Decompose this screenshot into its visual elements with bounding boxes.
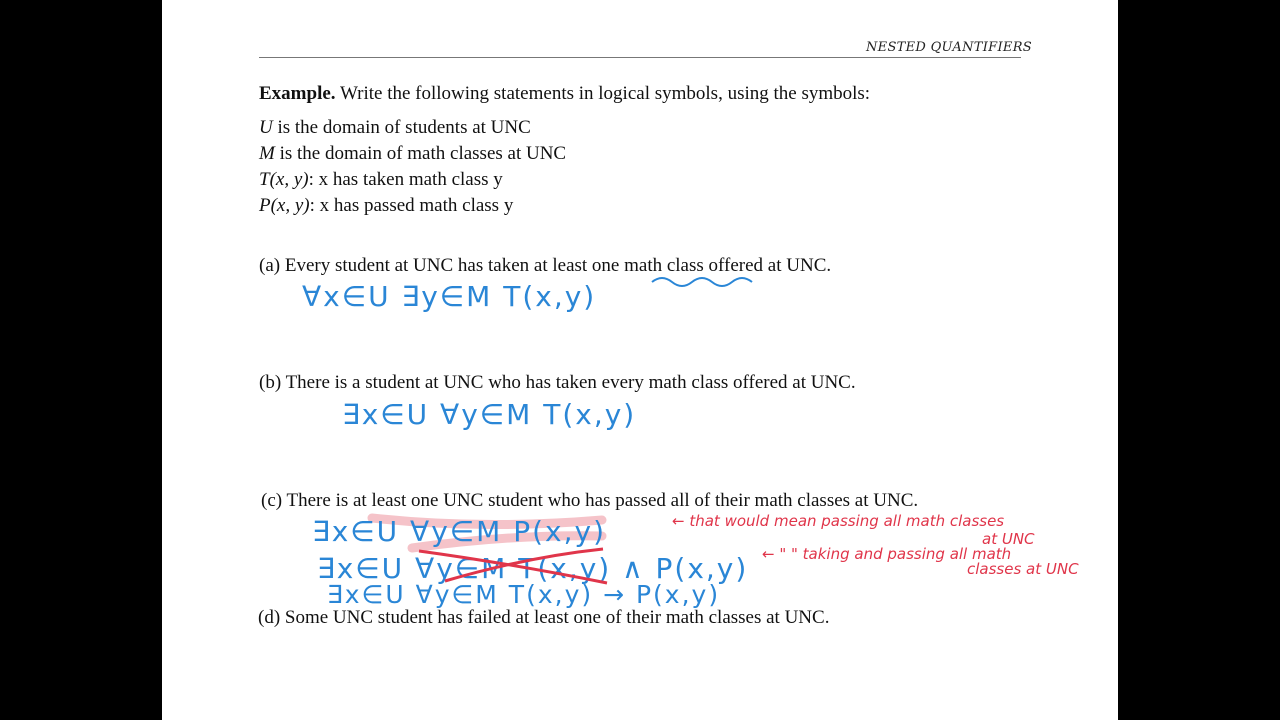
problem-text: There is a student at UNC who has taken every math class offered at UNC. (285, 372, 856, 393)
definition-predicate-p (259, 195, 513, 217)
annotation-note-1-cont: at UNC (982, 530, 1035, 548)
handwritten-answer-b: ∃x∈U ∀y∈M T(x,y) (342, 398, 637, 431)
definition-text: : x has passed math class y (309, 195, 514, 216)
handwritten-answer-c2: ∃x∈U ∀y∈M T(x,y) ∧ P(x,y) (317, 552, 749, 585)
problem-label: (d) (258, 607, 281, 628)
definition-text: is the domain of students at UNC (272, 117, 531, 138)
handwritten-answer-a: ∀x∈U ∃y∈M T(x,y) (302, 280, 597, 313)
definition-domain-m (259, 143, 566, 165)
problem-text: Some UNC student has failed at least one of their math classes at UNC. (284, 607, 830, 628)
problem-b (259, 372, 856, 394)
handwritten-answer-c3: ∃x∈U ∀y∈M T(x,y) → P(x,y) (327, 580, 721, 609)
annotation-note-2: ← " " taking and passing all math (762, 545, 1012, 563)
slide-header-title: NESTED QUANTIFIERS (866, 40, 1033, 55)
definition-domain-u (259, 117, 531, 139)
definition-text: : x has taken math class y (308, 169, 503, 190)
definition-text: is the domain of math classes at UNC (274, 143, 567, 164)
red-cross-out (417, 545, 617, 585)
annotation-note-2-cont: classes at UNC (967, 560, 1079, 578)
definition-symbol: P(x, y) (259, 195, 310, 216)
intro (259, 83, 870, 105)
problem-label: (a) (259, 255, 281, 276)
slide (162, 0, 1118, 720)
problem-d (258, 607, 829, 629)
definition-symbol: T(x, y) (259, 169, 309, 190)
definition-symbol: U (259, 117, 273, 138)
intro-lead: Example. (259, 83, 336, 104)
problem-text: Every student at UNC has taken at least one math class offered at UNC. (284, 255, 832, 276)
definition-predicate-t (259, 169, 503, 191)
underline-squiggle (650, 274, 758, 288)
annotation-note-1: ← that would mean passing all math classes (672, 512, 1005, 530)
header-rule (259, 57, 1021, 58)
handwritten-answer-c1: ∃x∈U ∀y∈M P(x,y) (312, 515, 606, 548)
problem-label: (b) (259, 372, 282, 393)
intro-text: Write the following statements in logical symbols, using the symbols: (339, 83, 871, 104)
problem-text: There is at least one UNC student who has passed all of their math classes at UNC. (286, 490, 919, 511)
problem-label: (c) (261, 490, 283, 511)
definition-symbol: M (259, 143, 275, 164)
